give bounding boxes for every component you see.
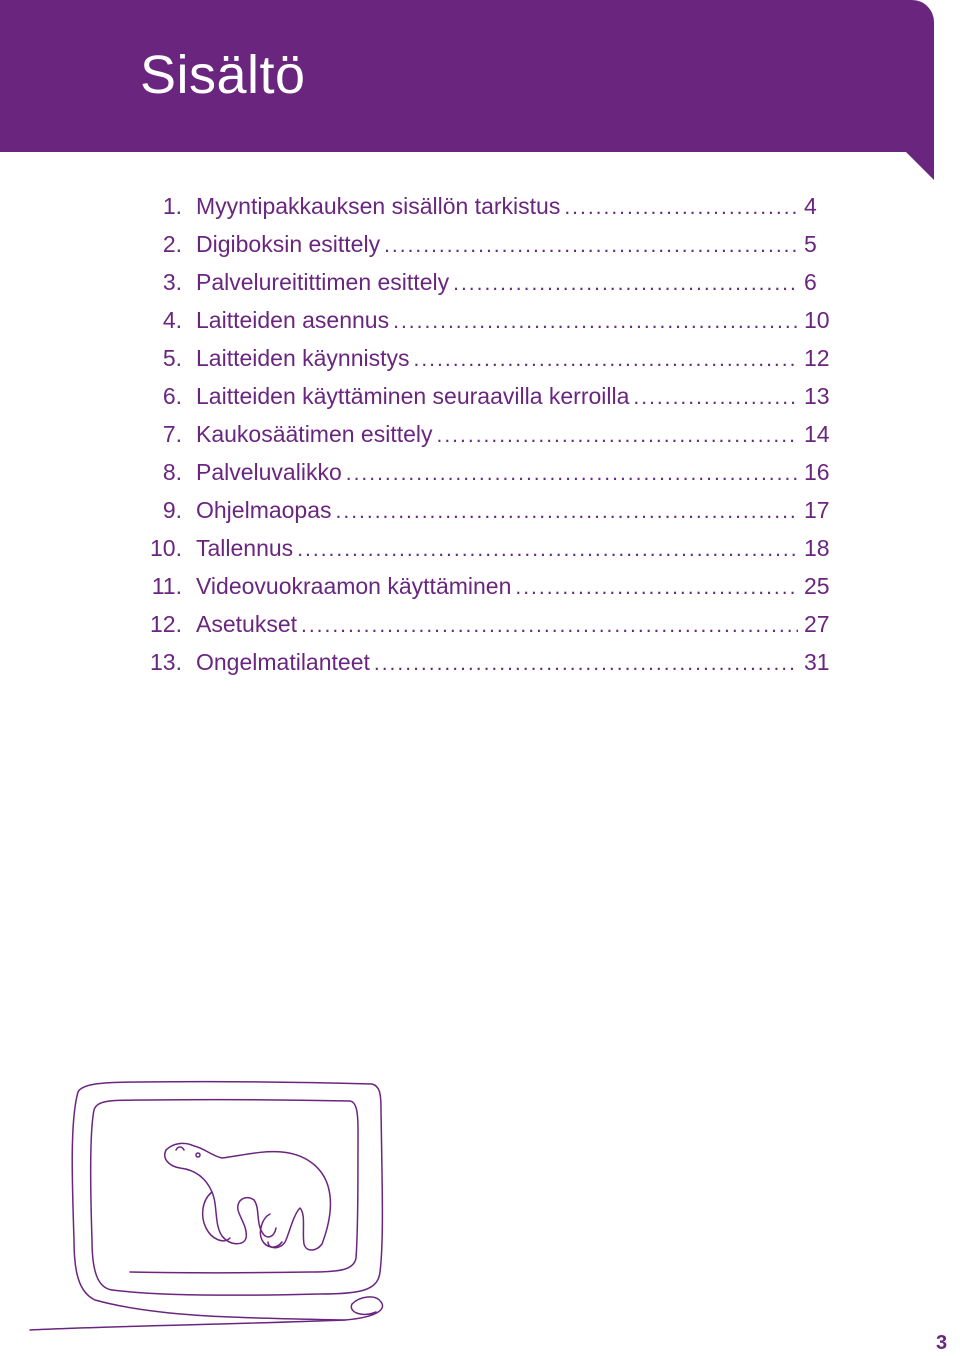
- toc-entry-page: 17: [804, 497, 830, 523]
- toc-entry[interactable]: [130, 307, 832, 345]
- toc-leader-dots: [453, 272, 798, 296]
- toc-entry-title: Digiboksin esittely: [196, 231, 381, 257]
- toc-entry[interactable]: [130, 231, 832, 269]
- toc-leader-dots: [374, 652, 798, 676]
- toc-entry[interactable]: [130, 345, 832, 383]
- toc-entry-number: 12.: [150, 611, 182, 637]
- toc-entry-page: 4: [804, 193, 817, 219]
- toc-entry-title: Myyntipakkauksen sisällön tarkistus: [196, 193, 561, 219]
- table-of-contents: [130, 193, 832, 687]
- toc-leader-dots: [384, 234, 798, 258]
- toc-entry-title: Asetukset: [196, 611, 297, 637]
- toc-entry-title: Videovuokraamon käyttäminen: [196, 573, 512, 599]
- toc-entry[interactable]: [130, 421, 832, 459]
- toc-leader-dots: [564, 196, 798, 220]
- toc-entry-number: 5.: [162, 345, 182, 371]
- toc-entry-number: 11.: [151, 573, 182, 599]
- toc-entry-page: 12: [804, 345, 830, 371]
- toc-leader-dots: [393, 310, 798, 334]
- toc-leader-dots: [414, 348, 798, 372]
- toc-entry-number: 10.: [150, 535, 182, 561]
- toc-entry-title: Laitteiden käyttäminen seuraavilla kerroilla: [196, 383, 630, 409]
- toc-leader-dots: [301, 614, 798, 638]
- toc-entry-title: Laitteiden asennus: [196, 307, 390, 333]
- toc-entry-page: 27: [804, 611, 830, 637]
- toc-leader-dots: [297, 538, 798, 562]
- toc-leader-dots: [437, 424, 798, 448]
- toc-entry-title: Ohjelmaopas: [196, 497, 332, 523]
- toc-entry-page: 14: [804, 421, 830, 447]
- toc-entry-number: 7.: [162, 421, 182, 447]
- toc-entry-number: 6.: [162, 383, 182, 409]
- toc-entry-page: 10: [804, 307, 830, 333]
- toc-entry-number: 3.: [162, 269, 182, 295]
- toc-entry-page: 6: [804, 269, 817, 295]
- toc-entry[interactable]: [130, 269, 832, 307]
- toc-leader-dots: [336, 500, 798, 524]
- toc-entry-page: 16: [804, 459, 830, 485]
- toc-entry[interactable]: [130, 573, 832, 611]
- toc-entry-page: 31: [804, 649, 830, 675]
- page-title: Sisältö: [140, 45, 306, 105]
- toc-entry-title: Tallennus: [196, 535, 294, 561]
- toc-entry-page: 5: [804, 231, 817, 257]
- toc-entry-number: 13.: [150, 649, 182, 675]
- toc-entry[interactable]: [130, 459, 832, 497]
- toc-entry-title: Palveluvalikko: [196, 459, 342, 485]
- toc-entry-title: Palvelureitittimen esittely: [196, 269, 450, 295]
- tv-polar-bear-line-drawing-icon: [0, 1075, 400, 1337]
- toc-entry-number: 2.: [162, 231, 182, 257]
- toc-entry[interactable]: [130, 535, 832, 573]
- toc-entry-number: 1.: [162, 193, 182, 219]
- toc-entry-title: Kaukosäätimen esittely: [196, 421, 433, 447]
- toc-entry-title: Laitteiden käynnistys: [196, 345, 410, 371]
- toc-entry[interactable]: [130, 193, 832, 231]
- header-tab-corner: [906, 140, 934, 180]
- toc-entry-number: 8.: [162, 459, 182, 485]
- toc-leader-dots: [346, 462, 798, 486]
- toc-entry[interactable]: [130, 649, 832, 687]
- toc-entry-title: Ongelmatilanteet: [196, 649, 370, 675]
- toc-entry[interactable]: [130, 383, 832, 421]
- toc-leader-dots: [633, 386, 798, 410]
- toc-entry-page: 18: [804, 535, 830, 561]
- toc-leader-dots: [515, 576, 798, 600]
- toc-entry[interactable]: [130, 497, 832, 535]
- page-number: 3: [936, 1332, 948, 1354]
- toc-entry[interactable]: [130, 611, 832, 649]
- toc-entry-number: 4.: [162, 307, 182, 333]
- toc-entry-page: 13: [804, 383, 830, 409]
- toc-entry-page: 25: [804, 573, 830, 599]
- toc-entry-number: 9.: [162, 497, 182, 523]
